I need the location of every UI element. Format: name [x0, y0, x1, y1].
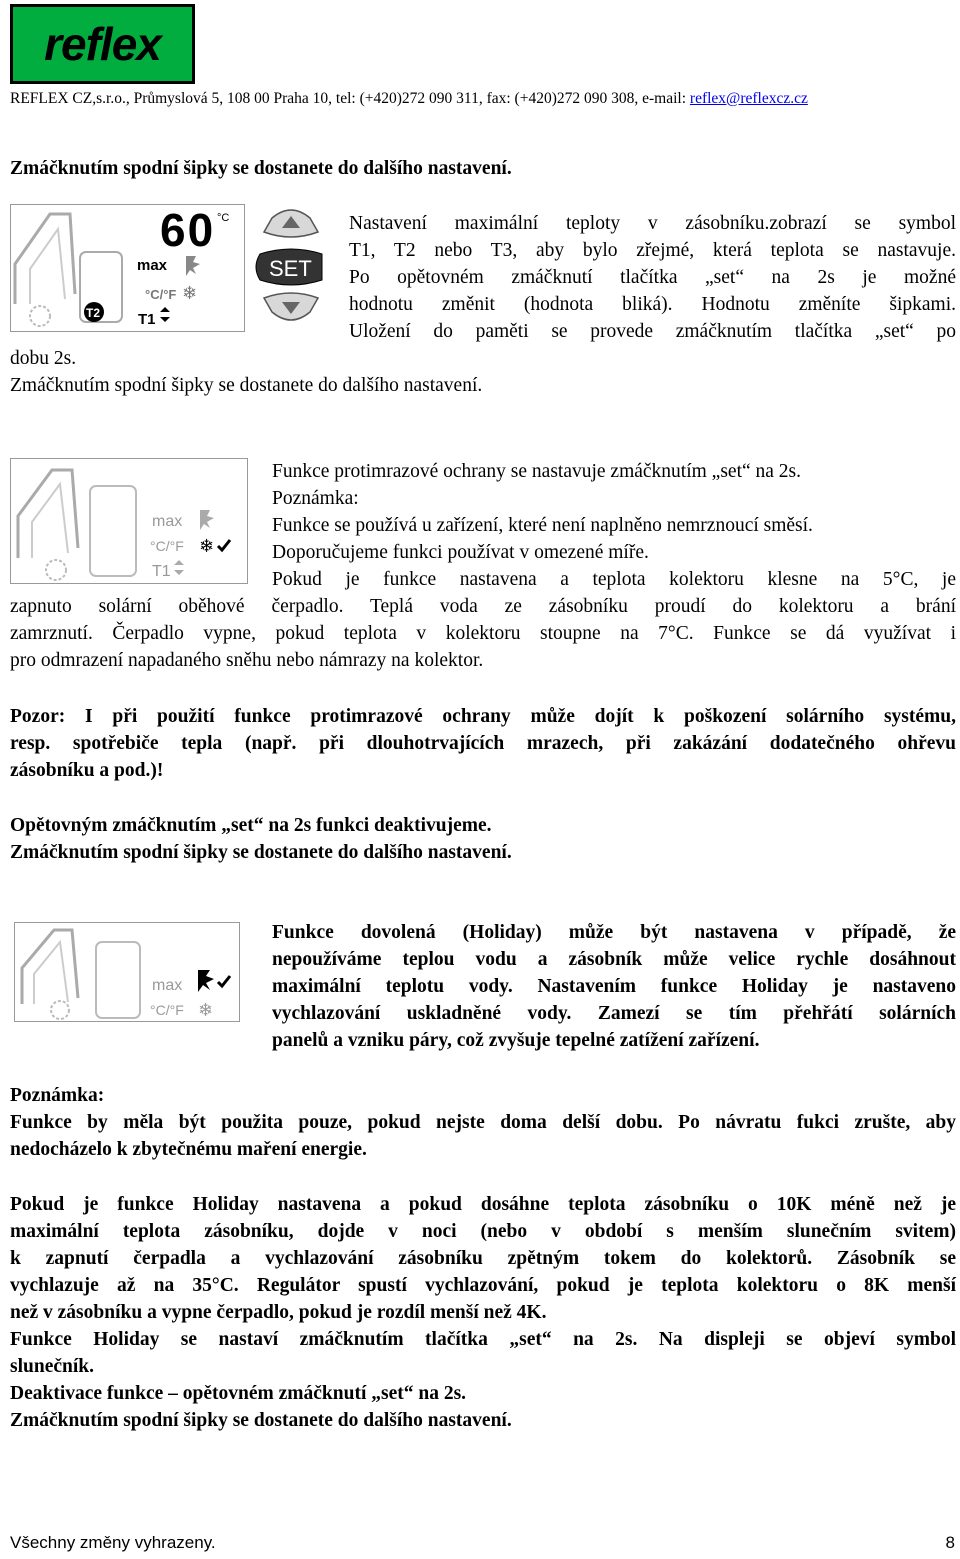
s3-line-1: Funkce protimrazové ochrany se nastavuje zmáčknutím „set“ na 2s. [272, 461, 802, 482]
s5-line-2: nepoužíváme teplou vodu a zásobník může velice rychle dosáhnout [272, 949, 956, 970]
label-max: max [137, 257, 168, 274]
label-cf: °C/°F [150, 538, 184, 554]
display-unit: °C [217, 212, 230, 224]
s6-line-1: Pokud je funkce Holiday nastavena a pokud dosáhne teplota zásobníku o 10K méně než je [10, 1194, 956, 1215]
snowflake-icon: ❄ [199, 536, 215, 557]
control-buttons-graphic [252, 206, 330, 324]
display-holiday-graphic [14, 922, 240, 1022]
next-setting-4: Zmáčknutím spodní šipky se dostanete do dalšího nastavení. [10, 1410, 512, 1431]
s2-line-1: Nastavení maximální teploty v zásobníku.zobrazí se symbol [349, 213, 956, 234]
s3-line-4: Doporučujeme funkci používat v omezené míře. [272, 542, 649, 563]
display-frost-graphic [10, 458, 248, 584]
holiday-note [10, 1082, 956, 1163]
s6-line-4: vychlazuje až na 35°C. Regulátor spustí vychlazování, pokud je teplota kolektoru o 8K menší [10, 1275, 956, 1296]
s6-line-6: Funkce Holiday se nastaví zmáčknutím tlačítka „set“ na 2s. Na displeji se objeví symbol [10, 1329, 956, 1350]
s6-line-7: slunečník. [10, 1356, 94, 1377]
s6-line-3: k zapnutí čerpadla a vychlazování zásobníku zpětným tokem do kolektorů. Zásobník se [10, 1248, 956, 1269]
label-max: max [152, 977, 183, 994]
next-setting-1: Zmáčknutím spodní šipky se dostanete do dalšího nastavení. [10, 158, 512, 179]
address-text: REFLEX CZ,s.r.o., Průmyslová 5, 108 00 Praha 10, tel: (+420)272 090 311, fax: (+420)272 090 308, e-mail: [10, 90, 690, 107]
s5-line-3: maximální teplotu vody. Nastavením funkce Holiday je nastaveno [272, 976, 956, 997]
s5-line-5: panelů a vzniku páry, což zvyšuje tepelné zatížení zařízení. [272, 1030, 760, 1051]
warn-line-1: Pozor: I při použití funkce protimrazové ochrany může dojít k poškození solárního systému, [10, 706, 956, 727]
next-setting-3: Zmáčknutím spodní šipky se dostanete do dalšího nastavení. [10, 842, 512, 863]
footer-rights: Všechny změny vyhrazeny. [10, 1533, 216, 1552]
snowflake-icon: ❄ [182, 283, 198, 304]
label-cf: °C/°F [150, 1002, 184, 1018]
s6-deactivate: Deaktivace funkce – opětovném zmáčknutí „set“ na 2s. [10, 1383, 467, 1404]
frost-warning [10, 703, 956, 784]
s2-line-4: hodnotu změnit (hodnota bliká). Hodnotu změníte šipkami. [349, 294, 956, 315]
note-title: Poznámka: [10, 1085, 105, 1106]
s2-line-3: Po opětovném zmáčknutí tlačítka „set“ na 2s je možné [349, 267, 956, 288]
logo-text: reflex [44, 18, 161, 70]
s6-line-2: maximální teplota zásobníku, dojde v noci (nebo v období s menším slunečním svitem) [10, 1221, 956, 1242]
display-frost-protection [10, 458, 248, 584]
holiday-description [272, 919, 956, 1054]
deactivate-text: Opětovným zmáčknutím „set“ na 2s funkci deaktivujeme. [10, 815, 492, 836]
note-line-1: Funkce by měla být použita pouze, pokud nejste doma delší dobu. Po návratu fukci zrušte, aby [10, 1112, 956, 1133]
max-temp-description [349, 210, 956, 345]
s6-line-5: než v zásobníku a vypne čerpadlo, pokud je rozdíl menší než 4K. [10, 1302, 547, 1323]
s3-line-8: pro odmrazení napadaného sněhu nebo námrazy na kolektor. [10, 650, 484, 671]
frost-description-cont [10, 593, 956, 674]
email-link[interactable]: reflex@reflexcz.cz [689, 90, 808, 107]
display-max-temp-graphic [10, 204, 245, 332]
note-line-2: nedocházelo k zbytečnému maření energie. [10, 1139, 367, 1160]
next-setting-2: Zmáčknutím spodní šipky se dostanete do dalšího nastavení. [10, 375, 483, 396]
s2-tail: dobu 2s. [10, 348, 77, 369]
label-max: max [152, 513, 183, 530]
frost-description [272, 458, 956, 593]
display-holiday [14, 922, 240, 1022]
s2-line-5: Uložení do paměti se provede zmáčknutím tlačítka „set“ po [349, 321, 956, 342]
s3-line-7: zamrznutí. Čerpadlo vypne, pokud teplota v kolektoru stoupne na 7°C. Funkce se dá využívat i [10, 623, 956, 644]
label-t1: T1 [138, 311, 156, 328]
holiday-details [10, 1191, 956, 1434]
control-buttons [252, 206, 330, 324]
label-cf: °C/°F [145, 287, 177, 302]
reflex-logo [10, 4, 195, 84]
warn-line-2: resp. spotřebiče tepla (např. při dlouhotrvajících mrazech, při zakázání dodatečného ohřevu [10, 733, 956, 754]
deactivate-block [10, 812, 956, 866]
warn-line-3: zásobníku a pod.)! [10, 760, 164, 781]
s3-line-3: Funkce se používá u zařízení, které není naplněno nemrznoucí směsí. [272, 515, 813, 536]
label-t2: T2 [86, 306, 101, 320]
page-number: 8 [945, 1533, 955, 1552]
s5-line-1: Funkce dovolená (Holiday) může být nastavena v případě, že [272, 922, 956, 943]
s3-line-6: zapnuto solární oběhové čerpadlo. Teplá voda ze zásobníku proudí do kolektoru a brání [10, 596, 956, 617]
s5-line-4: vychlazování uskladněné vody. Zamezí se tím přehřátí solárních [272, 1003, 956, 1024]
display-max-temp [10, 204, 245, 332]
set-button-label: SET [269, 256, 312, 281]
display-value: 60 [160, 204, 216, 256]
page-footer [10, 1533, 955, 1553]
s2-line-2: T1, T2 nebo T3, aby bylo zřejmé, která teplota se nastavuje. [349, 240, 956, 261]
label-t1: T1 [152, 563, 171, 580]
company-address [10, 90, 955, 108]
snowflake-icon: ❄ [198, 1000, 214, 1021]
s3-line-2: Poznámka: [272, 488, 359, 509]
s3-line-5: Pokud je funkce nastavena a teplota kolektoru klesne na 5°C, je [272, 569, 956, 590]
